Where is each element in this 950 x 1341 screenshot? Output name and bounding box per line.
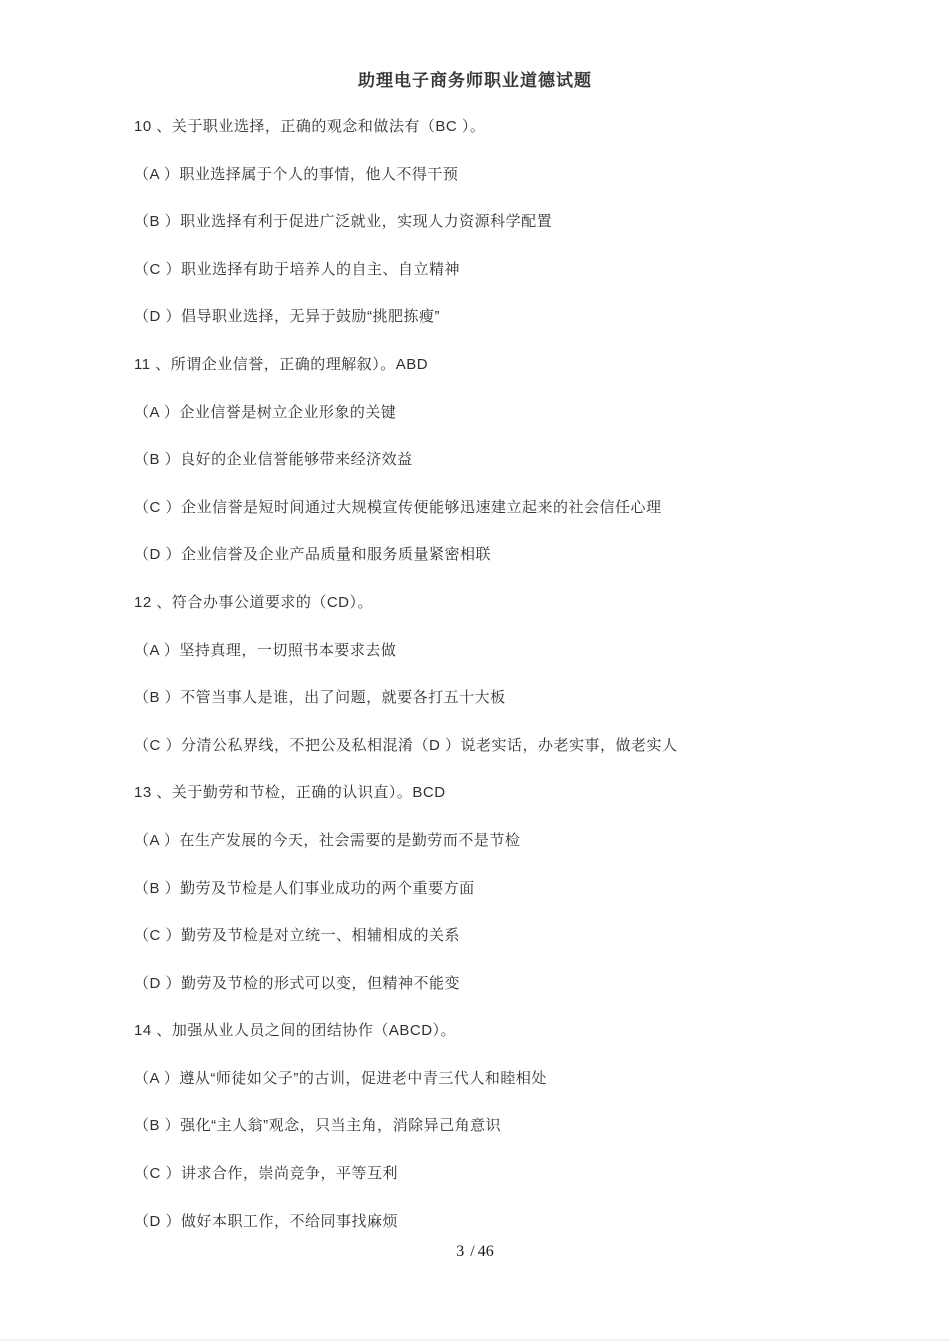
questions-list <box>134 116 910 1258</box>
current-page-number: 3 <box>456 1243 465 1260</box>
page-separator: / <box>470 1243 475 1260</box>
question-10-option-b: （B ）职业选择有利于促进广泛就业，实现人力资源科学配置 <box>134 213 553 231</box>
question-11-option-b: （B ）良好的企业信誉能够带来经济效益 <box>134 451 413 469</box>
question-11-option-c: （C ）企业信誉是短时间通过大规模宣传便能够迅速建立起来的社会信任心理 <box>134 498 662 516</box>
question-14-option-a: （A ）遵从“师徒如父子”的古训，促进老中青三代人和睦相处 <box>134 1069 547 1087</box>
question-13-option-b: （B ）勤劳及节检是人们事业成功的两个重要方面 <box>134 879 475 897</box>
question-13 <box>134 782 910 1020</box>
document-title: 助理电子商务师职业道德试题 <box>358 71 592 90</box>
question-13-stem: 13 、关于勤劳和节检，正确的认识直）。BCD <box>134 784 446 802</box>
question-11-stem: 11 、所谓企业信誉，正确的理解叙）。ABD <box>134 355 429 373</box>
question-13-option-d: （D ）勤劳及节检的形式可以变，但精神不能变 <box>134 974 461 992</box>
question-13-option-c: （C ）勤劳及节检是对立统一、相辅相成的关系 <box>134 927 461 945</box>
question-11-option-d: （D ）企业信誉及企业产品质量和服务质量紧密相联 <box>134 546 492 564</box>
question-11 <box>134 354 910 592</box>
total-pages: 46 <box>477 1243 494 1260</box>
question-10-option-d: （D ）倡导职业选择，无异于鼓励“挑肥拣瘦” <box>134 308 440 326</box>
question-11-option-a: （A ）企业信誉是树立企业形象的关键 <box>134 403 397 421</box>
question-12 <box>134 592 910 782</box>
question-13-option-a: （A ）在生产发展的今天，社会需要的是勤劳而不是节检 <box>134 831 521 849</box>
question-10 <box>134 116 910 354</box>
page-footer <box>0 1243 950 1261</box>
question-10-stem: 10 、关于职业选择，正确的观念和做法有（BC ）。 <box>134 118 486 135</box>
question-12-option-b: （B ）不管当事人是谁，出了问题，就要各打五十大板 <box>134 689 506 707</box>
question-14-option-d: （D ）做好本职工作，不给同事找麻烦 <box>134 1212 399 1230</box>
question-14 <box>134 1020 910 1258</box>
question-12-stem: 12 、符合办事公道要求的（CD）。 <box>134 593 374 611</box>
question-12-option-a: （A ）坚持真理，一切照书本要求去做 <box>134 641 397 659</box>
question-14-stem: 14 、加强从业人员之间的团结协作（ABCD）。 <box>134 1022 457 1040</box>
question-14-option-c: （C ）讲求合作，崇尚竞争，平等互利 <box>134 1165 399 1183</box>
question-14-option-b: （B ）强化“主人翁”观念，只当主角，消除异己角意识 <box>134 1117 502 1135</box>
question-10-option-a: （A ）职业选择属于个人的事情，他人不得干预 <box>134 165 459 183</box>
question-10-option-c: （C ）职业选择有助于培养人的自主、自立精神 <box>134 260 461 278</box>
question-12-option-cd: （C ）分清公私界线，不把公及私相混淆（D ）说老实话，办老实事，做老实人 <box>134 736 678 754</box>
